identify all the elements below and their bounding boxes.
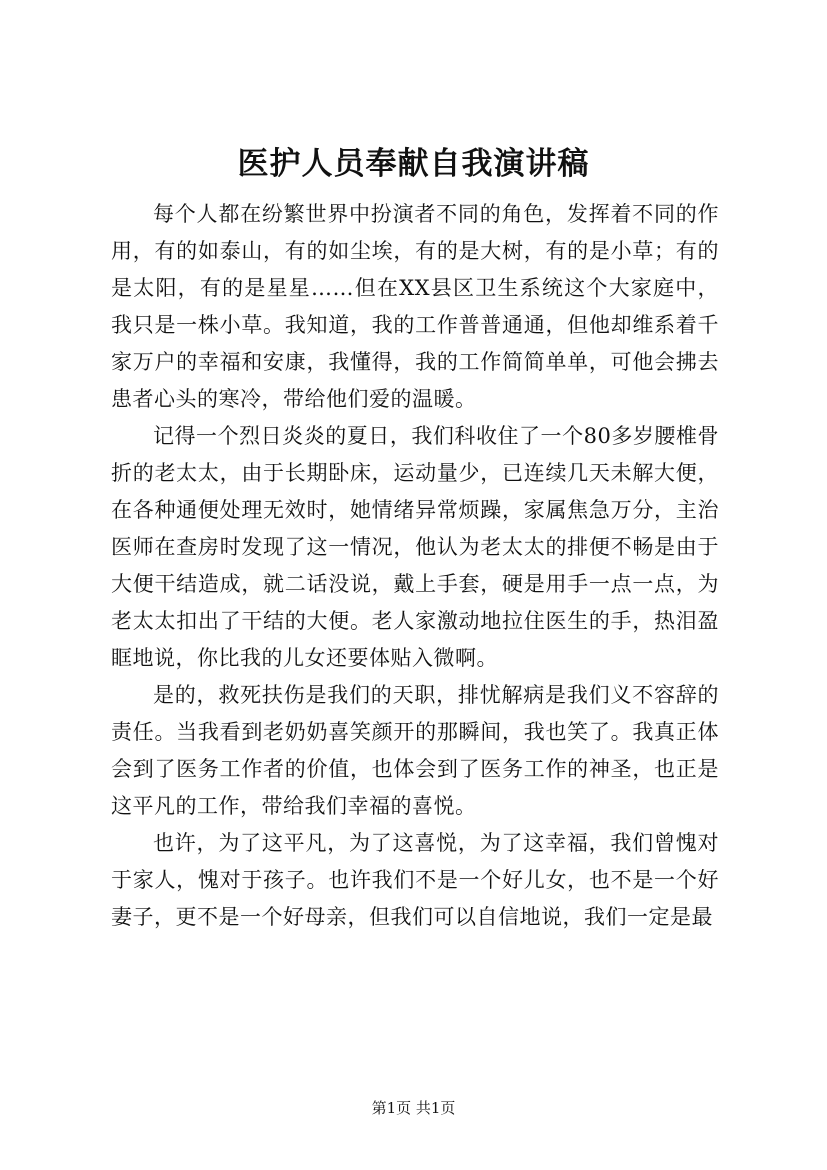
paragraph-4: 也许，为了这平凡，为了这喜悦，为了这幸福，我们曾愧对于家人，愧对于孩子。也许我们不是一个好儿女，也不是一个好妻子，更不是一个好母亲，但我们可以自信地说，我们一定是最: [111, 831, 719, 929]
page-number: 第1页 共1页: [371, 1099, 456, 1117]
document-title: 医护人员奉献自我演讲稿: [237, 146, 590, 182]
document-body: [111, 196, 719, 936]
paragraph-3: 是的，救死扶伤是我们的天职，排忧解病是我们义不容辞的责任。当我看到老奶奶喜笑颜开的那瞬间，我也笑了。我真正体会到了医务工作者的价值，也体会到了医务工作的神圣，也正是这平凡的工作，带给我们幸福的喜悦。: [111, 683, 719, 818]
page-footer: [0, 1098, 827, 1118]
paragraph-1: 每个人都在纷繁世界中扮演者不同的角色，发挥着不同的作用，有的如泰山，有的如尘埃，有的是大树，有的是小草；有的是太阳，有的是星星……但在XX县区卫生系统这个大家庭中，我只是一株小草。我知道，我的工作普普通通，但他却维系着千家万户的幸福和安康，我懂得，我的工作简简单单，可他会拂去患者心头的寒冷，带给他们爱的温暖。: [111, 202, 719, 411]
paragraph-2: 记得一个烈日炎炎的夏日，我们科收住了一个80多岁腰椎骨折的老太太，由于长期卧床，运动量少，已连续几天未解大便，在各种通便处理无效时，她情绪异常烦躁，家属焦急万分，主治医师在查房时发现了这一情况，他认为老太太的排便不畅是由于大便干结造成，就二话没说，戴上手套，硬是用手一点一点，为老太太扣出了干结的大便。老人家激动地拉住医生的手，热泪盈眶地说，你比我的儿女还要体贴入微啊。: [111, 424, 719, 670]
